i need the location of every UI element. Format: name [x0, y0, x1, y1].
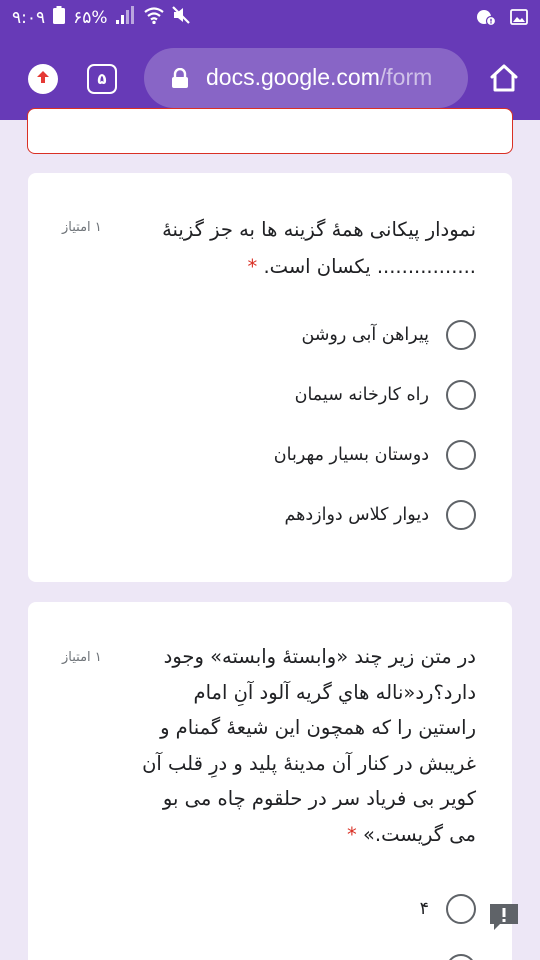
report-icon — [488, 917, 520, 936]
home-icon[interactable] — [489, 63, 519, 97]
question-title: در متن زیر چند «وابستهٔ وابسته» وجود دارد؟رد«ناله هاي گریه آلود آنِ امام راستین را که همچون این شیعهٔ گمنام و غریبش در کنار آن مدینهٔ پلید و درِ قلب آن کویر بی فریاد سر در حلقوم چاه می بو می گریست.» * — [142, 645, 476, 846]
radio-option[interactable] — [301, 320, 476, 350]
previous-question-card — [27, 108, 513, 154]
mute-icon — [172, 6, 190, 29]
radio-button[interactable] — [446, 320, 476, 350]
radio-option[interactable] — [420, 894, 476, 924]
option-label: راه کارخانه سیمان — [294, 385, 429, 405]
question-card — [28, 173, 512, 582]
option-label: پیراهن آبی روشن — [301, 325, 429, 345]
option-label: دیوار کلاس دوازدهم — [284, 505, 429, 525]
status-time: ۹:۰۹ — [12, 7, 46, 28]
battery-icon — [53, 6, 65, 29]
report-button[interactable] — [488, 902, 520, 932]
question-card — [28, 602, 512, 960]
required-mark: * — [347, 822, 357, 846]
signal-icon — [116, 6, 136, 29]
url-path: /form — [379, 64, 433, 90]
radio-option[interactable] — [284, 500, 476, 530]
option-label: ۴ — [419, 899, 429, 919]
address-bar[interactable] — [144, 48, 468, 108]
lock-icon — [171, 68, 189, 92]
points-label: ۱ امتیاز — [62, 650, 102, 665]
tab-count: ۵ — [97, 70, 107, 88]
radio-option[interactable] — [274, 440, 476, 470]
status-right — [476, 8, 528, 30]
url-text — [206, 64, 432, 91]
url-domain: docs.google.com — [206, 64, 380, 90]
radio-option[interactable] — [446, 954, 476, 960]
required-mark: * — [247, 255, 258, 278]
upload-icon — [35, 69, 51, 89]
tab-switcher-button[interactable] — [87, 64, 117, 94]
radio-option[interactable] — [295, 380, 476, 410]
status-left — [12, 6, 190, 29]
radio-button[interactable] — [446, 500, 476, 530]
points-label: ۱ امتیاز — [62, 220, 102, 235]
radio-button[interactable] — [446, 954, 476, 960]
battery-percent: ۶۵% — [73, 7, 108, 28]
status-bar — [0, 0, 540, 36]
radio-button[interactable] — [446, 380, 476, 410]
warning-icon — [476, 8, 496, 30]
radio-button[interactable] — [446, 894, 476, 924]
upload-button[interactable] — [28, 64, 58, 94]
question-title: نمودار پیکانی همهٔ گزینه ها به جز گزینهٔ ................ یکسان است. * — [162, 218, 476, 278]
image-icon — [510, 9, 528, 29]
option-label: دوستان بسیار مهربان — [273, 445, 429, 465]
wifi-icon — [144, 6, 164, 29]
radio-button[interactable] — [446, 440, 476, 470]
